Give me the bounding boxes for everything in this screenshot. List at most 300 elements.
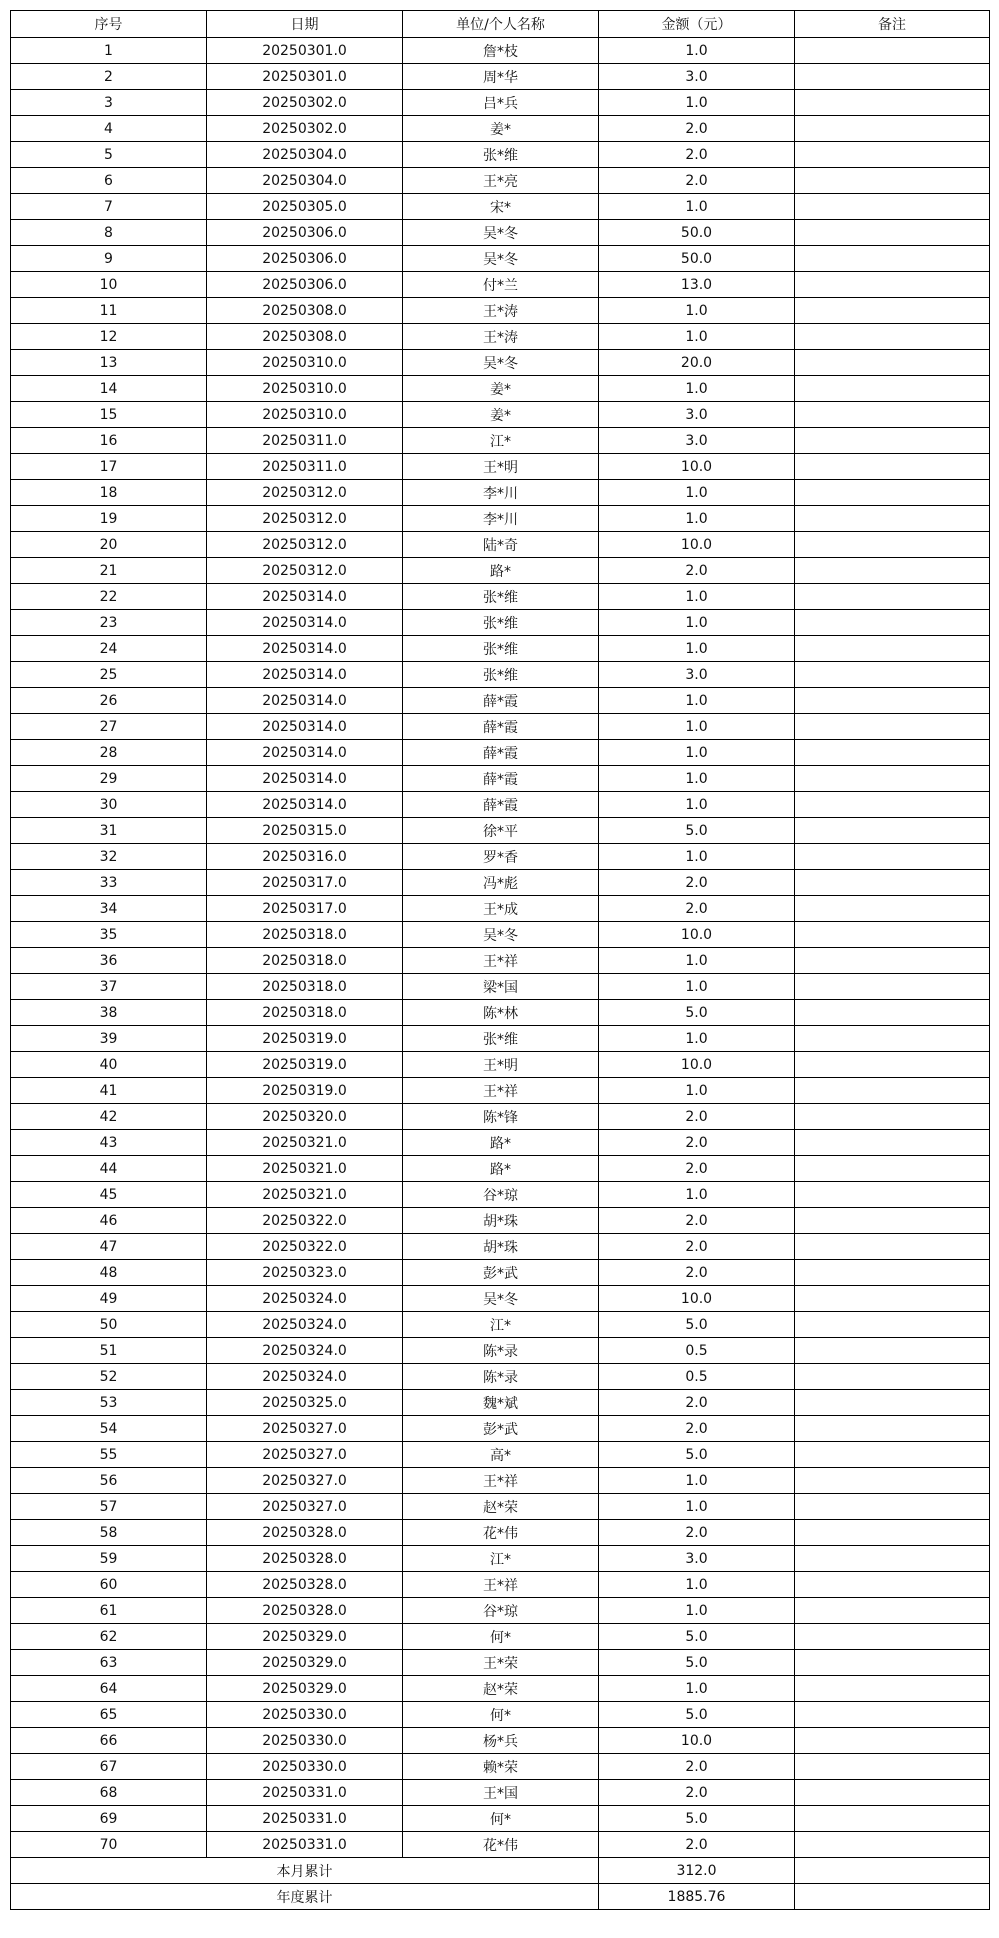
cell-date: 20250328.0 bbox=[207, 1546, 403, 1572]
cell-date: 20250318.0 bbox=[207, 922, 403, 948]
table-row bbox=[11, 532, 990, 558]
cell-date: 20250330.0 bbox=[207, 1702, 403, 1728]
table-row bbox=[11, 1208, 990, 1234]
cell-amount: 5.0 bbox=[599, 818, 795, 844]
cell-seq: 34 bbox=[11, 896, 207, 922]
cell-name: 彭*武 bbox=[403, 1416, 599, 1442]
cell-date: 20250327.0 bbox=[207, 1468, 403, 1494]
cell-date: 20250308.0 bbox=[207, 298, 403, 324]
summary-label: 年度累计 bbox=[11, 1884, 599, 1910]
cell-remark bbox=[795, 1546, 990, 1572]
cell-name: 何* bbox=[403, 1806, 599, 1832]
cell-seq: 32 bbox=[11, 844, 207, 870]
cell-seq: 13 bbox=[11, 350, 207, 376]
table-row bbox=[11, 1312, 990, 1338]
cell-seq: 45 bbox=[11, 1182, 207, 1208]
cell-date: 20250308.0 bbox=[207, 324, 403, 350]
cell-name: 彭*武 bbox=[403, 1260, 599, 1286]
table-row bbox=[11, 1078, 990, 1104]
cell-remark bbox=[795, 64, 990, 90]
cell-amount: 3.0 bbox=[599, 402, 795, 428]
cell-remark bbox=[795, 454, 990, 480]
cell-name: 王*祥 bbox=[403, 1078, 599, 1104]
cell-amount: 5.0 bbox=[599, 1702, 795, 1728]
cell-remark bbox=[795, 1182, 990, 1208]
cell-remark bbox=[795, 1494, 990, 1520]
cell-amount: 50.0 bbox=[599, 220, 795, 246]
cell-seq: 41 bbox=[11, 1078, 207, 1104]
cell-remark bbox=[795, 688, 990, 714]
cell-remark bbox=[795, 610, 990, 636]
table-row bbox=[11, 1676, 990, 1702]
table-row bbox=[11, 948, 990, 974]
cell-seq: 3 bbox=[11, 90, 207, 116]
cell-date: 20250310.0 bbox=[207, 402, 403, 428]
cell-date: 20250324.0 bbox=[207, 1338, 403, 1364]
cell-remark bbox=[795, 350, 990, 376]
cell-date: 20250328.0 bbox=[207, 1572, 403, 1598]
cell-date: 20250322.0 bbox=[207, 1208, 403, 1234]
cell-seq: 15 bbox=[11, 402, 207, 428]
cell-seq: 18 bbox=[11, 480, 207, 506]
cell-remark bbox=[795, 974, 990, 1000]
cell-remark bbox=[795, 1000, 990, 1026]
cell-name: 江* bbox=[403, 428, 599, 454]
cell-amount: 1.0 bbox=[599, 194, 795, 220]
cell-seq: 59 bbox=[11, 1546, 207, 1572]
cell-seq: 39 bbox=[11, 1026, 207, 1052]
cell-amount: 2.0 bbox=[599, 1208, 795, 1234]
cell-remark bbox=[795, 922, 990, 948]
cell-date: 20250314.0 bbox=[207, 688, 403, 714]
cell-amount: 5.0 bbox=[599, 1650, 795, 1676]
cell-remark bbox=[795, 142, 990, 168]
cell-name: 姜* bbox=[403, 402, 599, 428]
cell-remark bbox=[795, 948, 990, 974]
table-row bbox=[11, 402, 990, 428]
cell-date: 20250316.0 bbox=[207, 844, 403, 870]
cell-seq: 5 bbox=[11, 142, 207, 168]
cell-amount: 1.0 bbox=[599, 1572, 795, 1598]
cell-amount: 2.0 bbox=[599, 1234, 795, 1260]
cell-seq: 55 bbox=[11, 1442, 207, 1468]
cell-name: 李*川 bbox=[403, 480, 599, 506]
summary-remark bbox=[795, 1884, 990, 1910]
table-row bbox=[11, 1520, 990, 1546]
table-row bbox=[11, 506, 990, 532]
table-row bbox=[11, 740, 990, 766]
cell-name: 陆*奇 bbox=[403, 532, 599, 558]
table-row bbox=[11, 1546, 990, 1572]
cell-name: 魏*斌 bbox=[403, 1390, 599, 1416]
cell-amount: 1.0 bbox=[599, 792, 795, 818]
cell-date: 20250325.0 bbox=[207, 1390, 403, 1416]
cell-amount: 1.0 bbox=[599, 584, 795, 610]
cell-remark bbox=[795, 1728, 990, 1754]
cell-date: 20250319.0 bbox=[207, 1078, 403, 1104]
cell-date: 20250314.0 bbox=[207, 766, 403, 792]
cell-remark bbox=[795, 766, 990, 792]
cell-remark bbox=[795, 1624, 990, 1650]
cell-name: 陈*录 bbox=[403, 1338, 599, 1364]
cell-name: 薛*霞 bbox=[403, 714, 599, 740]
cell-name: 薛*霞 bbox=[403, 792, 599, 818]
cell-amount: 0.5 bbox=[599, 1364, 795, 1390]
yearly-total-row bbox=[11, 1884, 990, 1910]
cell-amount: 5.0 bbox=[599, 1000, 795, 1026]
table-row bbox=[11, 1156, 990, 1182]
table-row bbox=[11, 1728, 990, 1754]
cell-remark bbox=[795, 376, 990, 402]
cell-name: 赵*荣 bbox=[403, 1676, 599, 1702]
cell-date: 20250314.0 bbox=[207, 714, 403, 740]
cell-seq: 24 bbox=[11, 636, 207, 662]
cell-amount: 5.0 bbox=[599, 1312, 795, 1338]
cell-remark bbox=[795, 1130, 990, 1156]
cell-date: 20250319.0 bbox=[207, 1052, 403, 1078]
cell-seq: 16 bbox=[11, 428, 207, 454]
cell-seq: 66 bbox=[11, 1728, 207, 1754]
cell-name: 胡*珠 bbox=[403, 1208, 599, 1234]
cell-name: 花*伟 bbox=[403, 1832, 599, 1858]
table-row bbox=[11, 1260, 990, 1286]
cell-amount: 2.0 bbox=[599, 116, 795, 142]
cell-remark bbox=[795, 220, 990, 246]
cell-remark bbox=[795, 1780, 990, 1806]
cell-remark bbox=[795, 662, 990, 688]
table-row bbox=[11, 1234, 990, 1260]
cell-name: 薛*霞 bbox=[403, 766, 599, 792]
cell-amount: 3.0 bbox=[599, 1546, 795, 1572]
cell-seq: 28 bbox=[11, 740, 207, 766]
cell-seq: 53 bbox=[11, 1390, 207, 1416]
cell-name: 徐*平 bbox=[403, 818, 599, 844]
cell-amount: 2.0 bbox=[599, 1780, 795, 1806]
cell-name: 罗*香 bbox=[403, 844, 599, 870]
cell-remark bbox=[795, 714, 990, 740]
cell-date: 20250311.0 bbox=[207, 454, 403, 480]
cell-seq: 67 bbox=[11, 1754, 207, 1780]
cell-name: 张*维 bbox=[403, 142, 599, 168]
table-row bbox=[11, 1572, 990, 1598]
cell-amount: 10.0 bbox=[599, 922, 795, 948]
cell-amount: 1.0 bbox=[599, 38, 795, 64]
cell-remark bbox=[795, 636, 990, 662]
table-row bbox=[11, 1000, 990, 1026]
table-row bbox=[11, 38, 990, 64]
cell-name: 姜* bbox=[403, 116, 599, 142]
cell-amount: 2.0 bbox=[599, 1520, 795, 1546]
cell-amount: 2.0 bbox=[599, 870, 795, 896]
cell-seq: 57 bbox=[11, 1494, 207, 1520]
table-row bbox=[11, 116, 990, 142]
cell-seq: 23 bbox=[11, 610, 207, 636]
cell-date: 20250329.0 bbox=[207, 1650, 403, 1676]
cell-amount: 1.0 bbox=[599, 714, 795, 740]
cell-remark bbox=[795, 1598, 990, 1624]
cell-amount: 2.0 bbox=[599, 1156, 795, 1182]
cell-date: 20250324.0 bbox=[207, 1286, 403, 1312]
cell-seq: 30 bbox=[11, 792, 207, 818]
cell-seq: 49 bbox=[11, 1286, 207, 1312]
cell-amount: 3.0 bbox=[599, 428, 795, 454]
cell-seq: 58 bbox=[11, 1520, 207, 1546]
cell-remark bbox=[795, 1806, 990, 1832]
cell-amount: 1.0 bbox=[599, 480, 795, 506]
table-row bbox=[11, 1442, 990, 1468]
cell-date: 20250321.0 bbox=[207, 1156, 403, 1182]
cell-date: 20250302.0 bbox=[207, 90, 403, 116]
cell-date: 20250312.0 bbox=[207, 558, 403, 584]
table-row bbox=[11, 1598, 990, 1624]
cell-date: 20250327.0 bbox=[207, 1494, 403, 1520]
cell-name: 王*祥 bbox=[403, 1468, 599, 1494]
cell-seq: 47 bbox=[11, 1234, 207, 1260]
cell-amount: 1.0 bbox=[599, 636, 795, 662]
cell-date: 20250306.0 bbox=[207, 220, 403, 246]
table-row bbox=[11, 168, 990, 194]
cell-name: 薛*霞 bbox=[403, 740, 599, 766]
table-row bbox=[11, 1364, 990, 1390]
cell-name: 李*川 bbox=[403, 506, 599, 532]
table-row bbox=[11, 1754, 990, 1780]
table-row bbox=[11, 1182, 990, 1208]
cell-name: 王*成 bbox=[403, 896, 599, 922]
cell-remark bbox=[795, 1312, 990, 1338]
cell-date: 20250321.0 bbox=[207, 1182, 403, 1208]
summary-value: 1885.76 bbox=[599, 1884, 795, 1910]
cell-seq: 64 bbox=[11, 1676, 207, 1702]
cell-seq: 8 bbox=[11, 220, 207, 246]
cell-name: 梁*国 bbox=[403, 974, 599, 1000]
cell-seq: 17 bbox=[11, 454, 207, 480]
table-row bbox=[11, 558, 990, 584]
cell-amount: 1.0 bbox=[599, 90, 795, 116]
cell-remark bbox=[795, 896, 990, 922]
table-row bbox=[11, 454, 990, 480]
cell-remark bbox=[795, 1208, 990, 1234]
cell-amount: 1.0 bbox=[599, 1494, 795, 1520]
cell-amount: 1.0 bbox=[599, 844, 795, 870]
cell-date: 20250331.0 bbox=[207, 1806, 403, 1832]
table-row bbox=[11, 1494, 990, 1520]
cell-remark bbox=[795, 1676, 990, 1702]
cell-amount: 1.0 bbox=[599, 610, 795, 636]
cell-name: 张*维 bbox=[403, 1026, 599, 1052]
cell-amount: 5.0 bbox=[599, 1806, 795, 1832]
header-amount: 金额（元） bbox=[599, 11, 795, 38]
summary-remark bbox=[795, 1858, 990, 1884]
cell-seq: 63 bbox=[11, 1650, 207, 1676]
cell-remark bbox=[795, 1156, 990, 1182]
header-name: 单位/个人名称 bbox=[403, 11, 599, 38]
table-row bbox=[11, 1104, 990, 1130]
cell-amount: 1.0 bbox=[599, 1078, 795, 1104]
cell-seq: 20 bbox=[11, 532, 207, 558]
cell-name: 胡*珠 bbox=[403, 1234, 599, 1260]
cell-remark bbox=[795, 1754, 990, 1780]
cell-name: 江* bbox=[403, 1312, 599, 1338]
cell-remark bbox=[795, 1442, 990, 1468]
table-row bbox=[11, 922, 990, 948]
cell-amount: 5.0 bbox=[599, 1624, 795, 1650]
table-row bbox=[11, 194, 990, 220]
cell-date: 20250328.0 bbox=[207, 1598, 403, 1624]
cell-remark bbox=[795, 480, 990, 506]
table-row bbox=[11, 1130, 990, 1156]
table-row bbox=[11, 1780, 990, 1806]
cell-name: 路* bbox=[403, 558, 599, 584]
cell-remark bbox=[795, 1468, 990, 1494]
cell-date: 20250314.0 bbox=[207, 584, 403, 610]
table-row bbox=[11, 1026, 990, 1052]
cell-name: 王*国 bbox=[403, 1780, 599, 1806]
cell-date: 20250317.0 bbox=[207, 896, 403, 922]
cell-date: 20250311.0 bbox=[207, 428, 403, 454]
cell-seq: 50 bbox=[11, 1312, 207, 1338]
cell-remark bbox=[795, 298, 990, 324]
cell-remark bbox=[795, 168, 990, 194]
cell-seq: 46 bbox=[11, 1208, 207, 1234]
cell-amount: 2.0 bbox=[599, 558, 795, 584]
table-row bbox=[11, 610, 990, 636]
cell-remark bbox=[795, 558, 990, 584]
cell-seq: 54 bbox=[11, 1416, 207, 1442]
cell-date: 20250319.0 bbox=[207, 1026, 403, 1052]
cell-amount: 1.0 bbox=[599, 948, 795, 974]
cell-seq: 61 bbox=[11, 1598, 207, 1624]
cell-date: 20250330.0 bbox=[207, 1754, 403, 1780]
cell-name: 吴*冬 bbox=[403, 1286, 599, 1312]
cell-date: 20250305.0 bbox=[207, 194, 403, 220]
cell-date: 20250327.0 bbox=[207, 1416, 403, 1442]
cell-date: 20250304.0 bbox=[207, 142, 403, 168]
table-row bbox=[11, 714, 990, 740]
cell-date: 20250324.0 bbox=[207, 1364, 403, 1390]
cell-date: 20250321.0 bbox=[207, 1130, 403, 1156]
cell-amount: 10.0 bbox=[599, 454, 795, 480]
cell-name: 杨*兵 bbox=[403, 1728, 599, 1754]
cell-seq: 51 bbox=[11, 1338, 207, 1364]
table-row bbox=[11, 584, 990, 610]
cell-name: 周*华 bbox=[403, 64, 599, 90]
cell-date: 20250301.0 bbox=[207, 64, 403, 90]
cell-seq: 14 bbox=[11, 376, 207, 402]
table-row bbox=[11, 662, 990, 688]
cell-remark bbox=[795, 1078, 990, 1104]
cell-amount: 20.0 bbox=[599, 350, 795, 376]
header-remark: 备注 bbox=[795, 11, 990, 38]
cell-amount: 2.0 bbox=[599, 142, 795, 168]
cell-date: 20250331.0 bbox=[207, 1832, 403, 1858]
table-row bbox=[11, 142, 990, 168]
table-row bbox=[11, 1702, 990, 1728]
cell-name: 王*明 bbox=[403, 1052, 599, 1078]
cell-amount: 13.0 bbox=[599, 272, 795, 298]
donation-table bbox=[10, 10, 990, 1910]
cell-name: 陈*录 bbox=[403, 1364, 599, 1390]
cell-name: 江* bbox=[403, 1546, 599, 1572]
cell-date: 20250314.0 bbox=[207, 662, 403, 688]
cell-name: 路* bbox=[403, 1130, 599, 1156]
table-row bbox=[11, 688, 990, 714]
cell-date: 20250330.0 bbox=[207, 1728, 403, 1754]
table-row bbox=[11, 1052, 990, 1078]
cell-name: 姜* bbox=[403, 376, 599, 402]
cell-seq: 68 bbox=[11, 1780, 207, 1806]
cell-name: 张*维 bbox=[403, 636, 599, 662]
cell-remark bbox=[795, 428, 990, 454]
cell-remark bbox=[795, 870, 990, 896]
cell-remark bbox=[795, 1260, 990, 1286]
table-row bbox=[11, 896, 990, 922]
cell-name: 赖*荣 bbox=[403, 1754, 599, 1780]
cell-remark bbox=[795, 194, 990, 220]
summary-body bbox=[11, 1858, 990, 1910]
cell-remark bbox=[795, 1702, 990, 1728]
cell-seq: 29 bbox=[11, 766, 207, 792]
cell-amount: 1.0 bbox=[599, 298, 795, 324]
table-row bbox=[11, 350, 990, 376]
cell-name: 薛*霞 bbox=[403, 688, 599, 714]
cell-amount: 2.0 bbox=[599, 1104, 795, 1130]
cell-seq: 43 bbox=[11, 1130, 207, 1156]
table-row bbox=[11, 1806, 990, 1832]
cell-date: 20250314.0 bbox=[207, 610, 403, 636]
cell-seq: 1 bbox=[11, 38, 207, 64]
cell-amount: 1.0 bbox=[599, 324, 795, 350]
table-row bbox=[11, 272, 990, 298]
cell-name: 王*涛 bbox=[403, 324, 599, 350]
cell-remark bbox=[795, 506, 990, 532]
cell-date: 20250314.0 bbox=[207, 792, 403, 818]
cell-amount: 1.0 bbox=[599, 766, 795, 792]
cell-remark bbox=[795, 1572, 990, 1598]
header-row bbox=[11, 11, 990, 38]
cell-amount: 1.0 bbox=[599, 1598, 795, 1624]
cell-seq: 11 bbox=[11, 298, 207, 324]
cell-seq: 12 bbox=[11, 324, 207, 350]
cell-seq: 40 bbox=[11, 1052, 207, 1078]
cell-seq: 48 bbox=[11, 1260, 207, 1286]
table-row bbox=[11, 64, 990, 90]
header-date: 日期 bbox=[207, 11, 403, 38]
cell-amount: 50.0 bbox=[599, 246, 795, 272]
cell-date: 20250306.0 bbox=[207, 272, 403, 298]
cell-name: 王*亮 bbox=[403, 168, 599, 194]
cell-name: 谷*琼 bbox=[403, 1182, 599, 1208]
cell-remark bbox=[795, 1364, 990, 1390]
cell-remark bbox=[795, 90, 990, 116]
table-row bbox=[11, 792, 990, 818]
cell-date: 20250318.0 bbox=[207, 974, 403, 1000]
cell-name: 王*祥 bbox=[403, 1572, 599, 1598]
cell-amount: 1.0 bbox=[599, 1676, 795, 1702]
cell-date: 20250318.0 bbox=[207, 948, 403, 974]
cell-remark bbox=[795, 792, 990, 818]
cell-remark bbox=[795, 1650, 990, 1676]
cell-name: 高* bbox=[403, 1442, 599, 1468]
cell-seq: 62 bbox=[11, 1624, 207, 1650]
cell-seq: 38 bbox=[11, 1000, 207, 1026]
cell-date: 20250320.0 bbox=[207, 1104, 403, 1130]
table-row bbox=[11, 844, 990, 870]
table-row bbox=[11, 90, 990, 116]
cell-date: 20250327.0 bbox=[207, 1442, 403, 1468]
cell-seq: 22 bbox=[11, 584, 207, 610]
cell-remark bbox=[795, 1286, 990, 1312]
cell-seq: 7 bbox=[11, 194, 207, 220]
